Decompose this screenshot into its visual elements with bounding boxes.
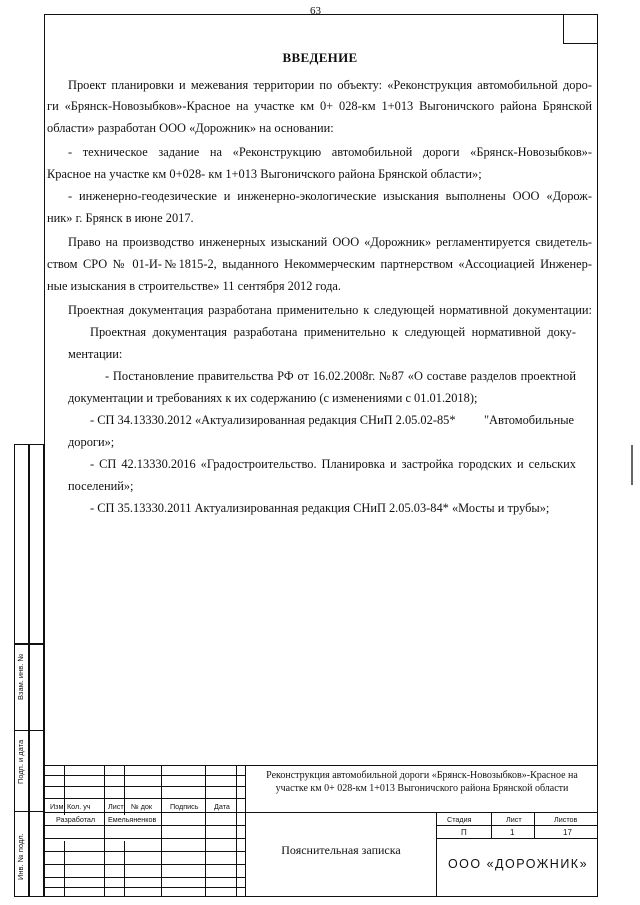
col-header: Дата: [214, 802, 230, 811]
text-line: - СП 42.13330.2016 «Градостроительство. Планировка и застройка городских и сельских: [90, 457, 576, 471]
text-line: - техническое задание на «Реконструкцию автомобильной дороги «Брянск-Новозыбков»-: [68, 145, 592, 159]
project-title-2: участке км 0+ 028-км 1+013 Выгоничского района Брянской области: [275, 783, 569, 794]
project-title-1: Реконструкция автомобильной дороги «Брянск-Новозыбков»-Красное на: [266, 770, 578, 781]
side-label: Взам. инв. №: [16, 653, 25, 700]
text-line: Проект планировки и межевания территории по объекту: «Реконструкция автомобильной доро-: [68, 78, 592, 92]
col-header: № док: [131, 802, 153, 811]
text-line: Красное на участке км 0+028- км 1+013 Выгоничского района Брянской области»;: [47, 167, 482, 181]
text-line: поселений»;: [68, 479, 134, 493]
heading: ВВЕДЕНИЕ: [282, 50, 358, 65]
text-line: - инженерно-геодезические и инженерно-экологические изыскания выполнены ООО «Дорож-: [68, 189, 592, 203]
company-name: ООО «ДОРОЖНИК»: [447, 857, 589, 871]
text-line: ментации:: [68, 347, 123, 361]
text-line: документации и требованиях к их содержанию (с изменениями с 01.01.2018);: [68, 391, 478, 405]
text-line: ник» г. Брянск в июне 2017.: [47, 211, 194, 225]
text-line: дороги»;: [68, 435, 115, 449]
text-line: Право на производство инженерных изысканий ООО «Дорожник» регламентируется свидетель-: [68, 235, 592, 249]
page-number: 63: [310, 5, 321, 17]
stage-label: Стадия: [447, 815, 472, 824]
side-label: Инв. № подл.: [16, 833, 25, 880]
text-line: "Автомобильные: [484, 413, 575, 427]
stamp-role: Разработал: [56, 815, 96, 824]
side-column: [14, 444, 29, 644]
text-line: области» разработан ООО «Дорожник» на основании:: [47, 121, 334, 135]
side-label: Подп. и дата: [16, 739, 25, 784]
text-line: - СП 35.13330.2011 Актуализированная редакция СНиП 2.05.03-84* «Мосты и трубы»;: [90, 501, 550, 515]
text-line: ством СРО № 01-И-№1815-2, выданного Некоммерческим партнерством «Ассоциацией Инженер-: [47, 257, 592, 271]
side-divider: [14, 730, 44, 731]
sheets-label: Листов: [554, 815, 578, 824]
side-divider: [14, 811, 44, 812]
col-header: Подпись: [170, 802, 199, 811]
sheet-number-box: [563, 14, 598, 44]
sheet-value: 1: [510, 828, 515, 837]
side-column: [29, 644, 44, 897]
side-column: [29, 444, 44, 644]
edge-mark: [631, 445, 633, 485]
sheet-label: Лист: [506, 815, 522, 824]
text-line: ные изыскания в строительстве» 11 сентября 2012 года.: [47, 279, 342, 293]
col-header: Лист: [108, 802, 124, 811]
text-line: - Постановление правительства РФ от 16.02.2008г. №87 «О составе разделов проектной: [105, 369, 576, 383]
document-title: Пояснительная записка: [281, 843, 401, 857]
text-line: Проектная документация разработана применительно к следующей нормативной доку-: [90, 325, 576, 339]
col-header: Кол. уч: [67, 802, 91, 811]
title-block: [44, 765, 598, 897]
col-header: Изм.: [50, 802, 66, 811]
text-line: Проектная документация разработана применительно к следующей нормативной документации:: [68, 303, 592, 317]
text-line: - СП 34.13330.2012 «Актуализированная редакция СНиП 2.05.02-85*: [90, 413, 456, 427]
sheets-value: 17: [563, 828, 572, 837]
stage-value: П: [461, 828, 467, 837]
text-line: ги «Брянск-Новозыбков»-Красное на участке км 0+ 028-км 1+013 Выгоничского района Брянской: [47, 99, 592, 113]
stamp-author: Емельяненков: [108, 815, 157, 824]
